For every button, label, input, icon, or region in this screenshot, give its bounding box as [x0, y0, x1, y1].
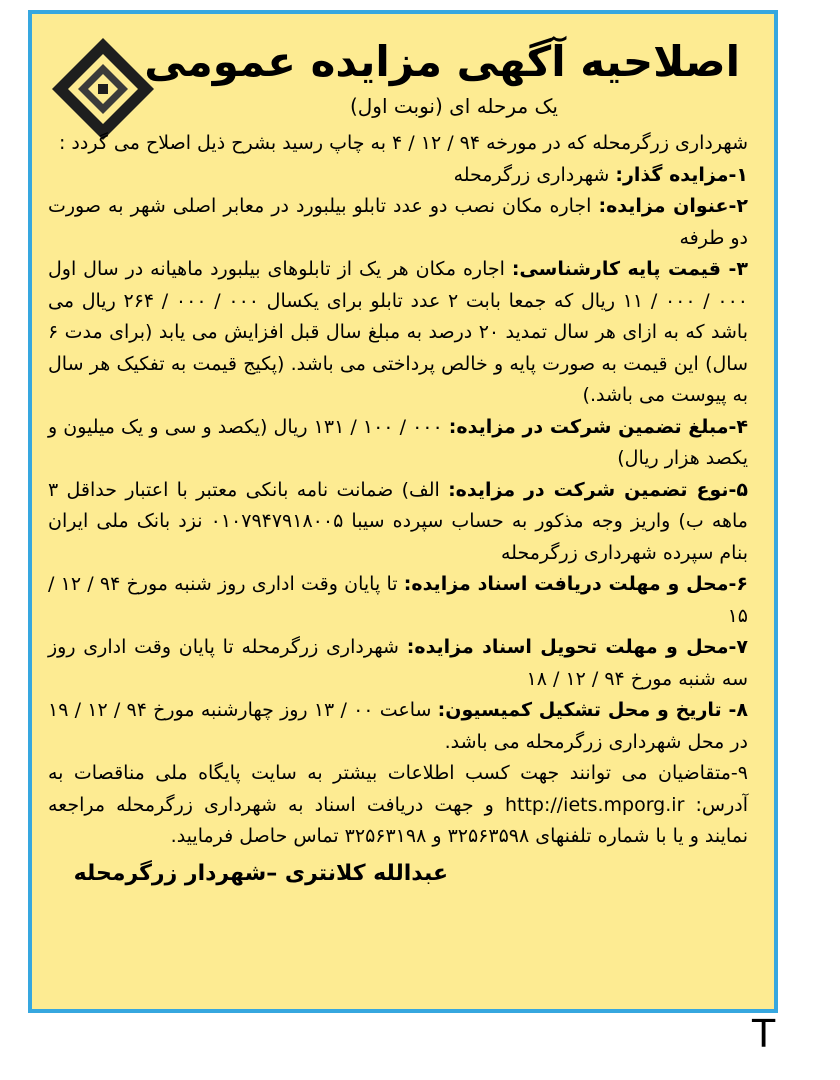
item-label: ۲-عنوان مزایده:: [598, 195, 748, 217]
notice-item-6: [48, 569, 748, 632]
notice-item-5: [48, 475, 748, 570]
notice-item-2: [48, 191, 748, 254]
item-text: الف) ضمانت نامه بانکی معتبر با اعتبار حداقل ۳ ماهه ب) واریز وجه مذکور به حساب سپرده سیبا ۰۱۰۷۹۴۷۹۱۸۰۰۵ نزد بانک ملی ایران بنام سپرده شهرداری زرگرمحله: [48, 478, 748, 564]
notice-intro: شهرداری زرگرمحله که در مورخه ۹۴ / ۱۲ / ۴ به چاپ رسید بشرح ذیل اصلاح می گردد :: [58, 132, 748, 154]
item-label: ۷-محل و مهلت تحویل اسناد مزایده:: [406, 636, 748, 658]
item-text: شهرداری زرگرمحله تا پایان وقت اداری روز سه شنبه مورخ ۹۴ / ۱۲ / ۱۸: [48, 636, 748, 690]
item-label: ۵-نوع تضمین شرکت در مزایده:: [448, 478, 748, 501]
item-label: ۱-مزایده گذار:: [615, 163, 748, 186]
notice-item-3: [48, 254, 748, 412]
notice-signature: عبدالله کلانتری –شهردار زرگرمحله: [73, 860, 448, 886]
item-text: ساعت ۰۰ / ۱۳ روز چهارشنبه مورخ ۹۴ / ۱۲ / ۱۹ در محل شهرداری زرگرمحله می باشد.: [48, 699, 748, 753]
notice-item-8: [48, 695, 748, 758]
item-label: ۳- قیمت پایه کارشناسی:: [511, 258, 748, 280]
item-label: ۴-مبلغ تضمین شرکت در مزایده:: [448, 415, 749, 438]
notice-frame: [28, 10, 778, 1013]
item-text: تا پایان وقت اداری روز شنبه مورخ ۹۴ / ۱۲ / ۱۵: [48, 573, 748, 627]
notice-item-4: [48, 412, 748, 475]
item-text: ۹-متقاضیان می توانند جهت کسب اطلاعات بیشتر به سایت پایگاه ملی مناقصات به آدرس: http://iets.mporg.ir و جهت دریافت اسناد به شهرداری زرگرمحله مراجعه نمایند و یا با شماره تلفنهای ۳۲۵۶۳۵۹۸ و ۳۲۵۶۳۱۹۸ تماس حاصل فرمایید.: [48, 762, 748, 847]
notice-item-1: [48, 160, 748, 192]
item-label: ۶-محل و مهلت دریافت اسناد مزایده:: [403, 573, 748, 595]
item-label: ۸- تاریخ و محل تشکیل کمیسیون:: [437, 699, 748, 721]
corner-mark: T: [752, 1012, 776, 1056]
item-text: اجاره مکان نصب دو عدد تابلو بیلبورد در معابر اصلی شهر به صورت دو طرفه: [48, 195, 748, 249]
notice-subtitle: یک مرحله ای (نوبت اول): [349, 94, 558, 118]
notice-content: [48, 36, 748, 997]
item-text: ۰۰۰ / ۱۰۰ / ۱۳۱ ریال (یکصد و سی و یک میلیون و یکصد هزار ریال): [48, 415, 748, 469]
notice-title: اصلاحیه آگهی مزایده عمومی: [144, 37, 740, 86]
item-text: اجاره مکان هر یک از تابلوهای بیلبورد ماهیانه در سال اول ۰۰۰ / ۰۰۰ / ۱۱ ریال که جمعا بابت ۲ عدد تابلو برای یکسال ۰۰۰ / ۰۰۰ / ۲۶۴ ریال می باشد که به ازای هر سال تمدید ۲۰ درصد به مبلغ سال قبل افزایش می یابد (برای مدت ۶ سال) این قیمت به صورت پایه و خالص پرداختی می باشد. (پکیج قیمت به تفکیک هر سال به پیوست می باشد.): [48, 258, 749, 406]
notice-item-9: [48, 758, 748, 853]
item-text: شهرداری زرگرمحله: [453, 163, 616, 186]
notice-item-7: [48, 632, 748, 695]
